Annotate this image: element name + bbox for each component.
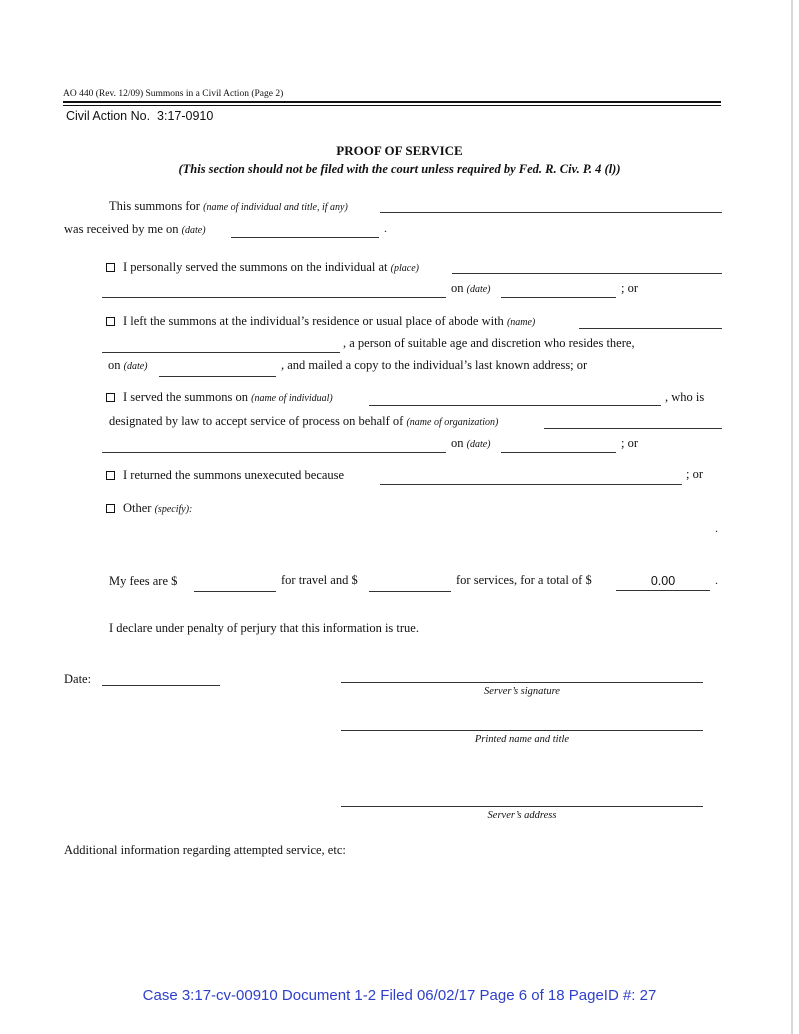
- designated-checkbox[interactable]: [106, 393, 115, 402]
- who-is-text: , who is: [665, 390, 705, 404]
- fees-services-field[interactable]: [369, 591, 451, 592]
- returned-or: ; or: [686, 467, 704, 481]
- personal-service-row: [106, 260, 419, 275]
- returned-reason-field[interactable]: [380, 484, 682, 485]
- organization-field[interactable]: [544, 428, 722, 429]
- returned-row: [106, 468, 344, 483]
- header-rule-thick: [63, 101, 721, 103]
- other-hint: (specify):: [154, 504, 193, 515]
- residence-name-field-2[interactable]: [102, 352, 340, 353]
- personal-place-field[interactable]: [452, 273, 722, 274]
- personal-service-checkbox[interactable]: [106, 263, 115, 272]
- returned-label: I returned the summons unexecuted because: [123, 468, 345, 482]
- other-row: [106, 501, 192, 516]
- on-label: on: [451, 436, 464, 450]
- server-signature-caption: Server’s signature: [484, 686, 560, 697]
- residence-on-row: [108, 358, 148, 373]
- designated-row: [106, 390, 333, 405]
- place-hint: (place): [390, 263, 419, 274]
- residence-label: I left the summons at the individual’s residence or usual place of abode with: [123, 314, 504, 328]
- organization-field-2[interactable]: [102, 452, 446, 453]
- fees-label: My fees are $: [109, 574, 178, 588]
- received-label: was received by me on: [64, 222, 179, 236]
- civil-action-label: Civil Action No.: [66, 109, 151, 123]
- other-checkbox[interactable]: [106, 504, 115, 513]
- signature-date-field[interactable]: [102, 685, 220, 686]
- personal-service-label: I personally served the summons on the individual at: [123, 260, 388, 274]
- residence-person-text: , a person of suitable age and discretion who resides there,: [343, 336, 635, 350]
- designated-org-row: [109, 414, 498, 429]
- printed-name-field[interactable]: [341, 730, 703, 731]
- on-label: on: [108, 358, 121, 372]
- designated-by-law-text: designated by law to accept service of process on behalf of: [109, 414, 404, 428]
- summons-for-field[interactable]: [380, 212, 722, 213]
- server-signature-field[interactable]: [341, 682, 703, 683]
- printed-name-caption: Printed name and title: [474, 734, 570, 745]
- returned-checkbox[interactable]: [106, 471, 115, 480]
- date-hint: (date): [466, 284, 491, 295]
- personal-place-field-2[interactable]: [102, 297, 446, 298]
- civil-action-number: 3:17-0910: [157, 109, 214, 123]
- fees-services-label: for services, for a total of $: [456, 573, 592, 587]
- fees-total-field[interactable]: [616, 590, 710, 591]
- residence-date-field[interactable]: [159, 376, 276, 377]
- civil-action-line: [66, 109, 213, 123]
- summons-for-label: This summons for: [109, 199, 200, 213]
- residence-name-field[interactable]: [579, 328, 722, 329]
- fees-total-value[interactable]: 0.00: [650, 574, 676, 588]
- server-address-field[interactable]: [341, 806, 703, 807]
- residence-mailed-text: , and mailed a copy to the individual’s last known address; or: [281, 358, 588, 372]
- received-date-field[interactable]: [231, 237, 379, 238]
- personal-or: ; or: [621, 281, 639, 295]
- date-hint: (date): [466, 439, 491, 450]
- fees-travel-field[interactable]: [194, 591, 276, 592]
- designated-label: I served the summons on: [123, 390, 248, 404]
- summons-for-hint: (name of individual and title, if any): [203, 202, 348, 213]
- fees-travel-label: for travel and $: [281, 573, 358, 587]
- page-subtitle: (This section should not be filed with the court unless required by Fed. R. Civ. P. 4 (l)): [178, 162, 621, 176]
- individual-hint: (name of individual): [251, 393, 333, 404]
- additional-info-label: Additional information regarding attempted service, etc:: [64, 843, 346, 857]
- other-label: Other: [123, 501, 152, 515]
- period: .: [384, 221, 387, 235]
- court-filing-stamp: Case 3:17-cv-00910 Document 1-2 Filed 06/02/17 Page 6 of 18 PageID #: 27: [142, 987, 657, 1004]
- designated-on-row: [451, 436, 491, 451]
- summons-for-row: [109, 199, 348, 214]
- designated-individual-field[interactable]: [369, 405, 661, 406]
- on-label: on: [451, 281, 464, 295]
- declaration-text: I declare under penalty of perjury that this information is true.: [109, 621, 419, 635]
- organization-hint: (name of organization): [406, 417, 499, 428]
- designated-date-field[interactable]: [501, 452, 616, 453]
- received-row: [64, 222, 206, 237]
- header-rule-thin: [63, 105, 721, 106]
- residence-checkbox[interactable]: [106, 317, 115, 326]
- residence-row: [106, 314, 535, 329]
- name-hint: (name): [506, 317, 536, 328]
- date-hint: (date): [123, 361, 148, 372]
- personal-date-field[interactable]: [501, 297, 616, 298]
- fees-period: .: [715, 573, 718, 587]
- server-address-caption: Server’s address: [487, 810, 557, 821]
- designated-or: ; or: [621, 436, 639, 450]
- page-title: PROOF OF SERVICE: [336, 143, 463, 158]
- form-number: AO 440 (Rev. 12/09) Summons in a Civil Action (Page 2): [63, 89, 284, 99]
- personal-on-row: [451, 281, 491, 296]
- received-date-hint: (date): [181, 225, 206, 236]
- other-period: .: [715, 521, 718, 535]
- date-label: Date:: [64, 672, 92, 686]
